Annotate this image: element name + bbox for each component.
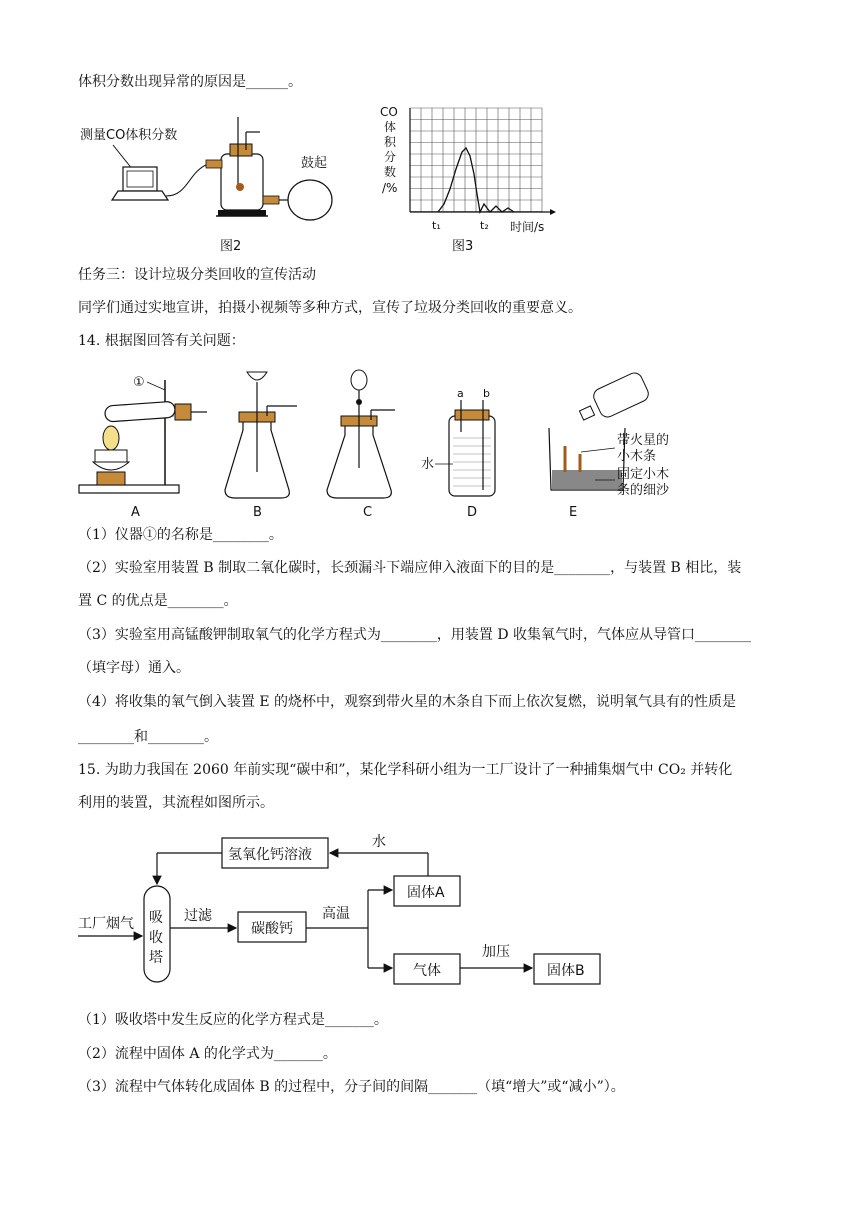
label-b: B: [253, 505, 262, 520]
label-c: C: [363, 505, 373, 520]
apparatus-a: [79, 375, 207, 493]
q15-1: （1）吸收塔中发生反应的化学方程式是_______。: [78, 1012, 388, 1028]
flow-caoh: 氢氧化钙溶液: [228, 847, 312, 863]
tower-char-2: 塔: [149, 950, 163, 966]
flow-solid-a: 固体A: [407, 885, 445, 901]
fig3-t1: t₁: [432, 219, 441, 232]
flow-water: 水: [372, 834, 386, 850]
figure-3: [370, 104, 570, 239]
q15b: 利用的装置，其流程如图所示。: [78, 795, 274, 811]
fig3-ylabel-0: CO: [380, 105, 398, 119]
label-e: E: [569, 505, 578, 520]
fig3-t2: t₂: [480, 219, 489, 232]
bottle-icon: [221, 154, 263, 210]
flow-pressure: 加压: [482, 944, 510, 960]
q14-3a: （3）实验室用高锰酸钾制取氧气的化学方程式为________，用装置 D 收集氧气时，气体应从导管口________: [78, 627, 752, 643]
flow-flue: 工厂烟气: [78, 916, 134, 932]
fig3-ylabel-3: 分: [384, 150, 397, 164]
flow-caco3: 碳酸钙: [251, 921, 293, 937]
apparatus-c: [327, 370, 395, 498]
apparatus-b: [225, 372, 297, 498]
fig3-ylabel-4: 数: [384, 165, 397, 179]
e-label-3: 固定小木: [617, 467, 670, 482]
tower-char-1: 收: [149, 930, 163, 946]
figure-2: [78, 112, 368, 252]
d-port-b: b: [483, 387, 490, 400]
flow-diagram: [78, 826, 638, 996]
fig3-ylabel-2: 积: [384, 135, 397, 149]
marker-1: ①: [133, 375, 145, 390]
q14-2b: 置 C 的优点是________。: [78, 593, 238, 609]
fig3-ylabel-5: /%: [382, 181, 398, 195]
fig2-label: 测量CO体积分数: [80, 128, 178, 143]
d-water: 水: [421, 457, 435, 472]
e-label-4: 条的细沙: [617, 483, 670, 498]
q14-1: （1）仪器①的名称是________。: [78, 527, 283, 543]
d-port-a: a: [457, 387, 464, 400]
label-a: A: [131, 505, 140, 520]
question-14: 14. 根据图回答有关问题：: [78, 333, 245, 349]
text-line: 同学们通过实地宣讲，拍摄小视频等多种方式，宣传了垃圾分类回收的重要意义。: [78, 300, 582, 316]
fig3-caption: 图3: [452, 239, 474, 254]
fig3-ylabel-1: 体: [384, 120, 397, 134]
apparatus-d: [421, 387, 495, 496]
fig2-bulge: 鼓起: [301, 156, 328, 171]
tower-char-0: 吸: [149, 910, 163, 926]
q14-4b: ________和________。: [78, 729, 218, 745]
q15a: 15. 为助力我国在 2060 年前实现“碳中和”，某化学科研小组为一工厂设计了一种捕集烟气中 CO₂ 并转化: [78, 762, 733, 778]
q14-3b: （填字母）通入。: [78, 660, 190, 676]
q14-2a: （2）实验室用装置 B 制取二氧化碳时，长颈漏斗下端应伸入液面下的目的是________，与装置 B 相比，装: [78, 560, 742, 576]
fig2-caption: 图2: [220, 239, 242, 254]
flow-solid-b: 固体B: [547, 963, 585, 979]
q14-4a: （4）将收集的氧气倒入装置 E 的烧杯中，观察到带火星的木条自下而上依次复燃，说明氧气具有的性质是: [78, 694, 737, 710]
figure-14: [75, 360, 715, 520]
e-label-1: 带火星的: [617, 433, 670, 448]
fig3-xlabel: 时间/s: [510, 220, 545, 234]
flow-gas: 气体: [413, 963, 441, 979]
flow-filter: 过滤: [184, 908, 212, 924]
q15-2: （2）流程中固体 A 的化学式为_______。: [78, 1046, 337, 1062]
balloon-icon: [288, 180, 332, 220]
apparatus-e: [549, 370, 670, 498]
text-line: 体积分数出现异常的原因是______。: [78, 74, 302, 90]
text-line: 任务三：设计垃圾分类回收的宣传活动: [78, 267, 316, 283]
q15-3: （3）流程中气体转化成固体 B 的过程中，分子间的间隔_______（填“增大”或“减小”）。: [78, 1079, 625, 1095]
e-label-2: 小木条: [617, 449, 657, 464]
label-d: D: [467, 505, 478, 520]
flow-high-temp: 高温: [322, 906, 350, 922]
